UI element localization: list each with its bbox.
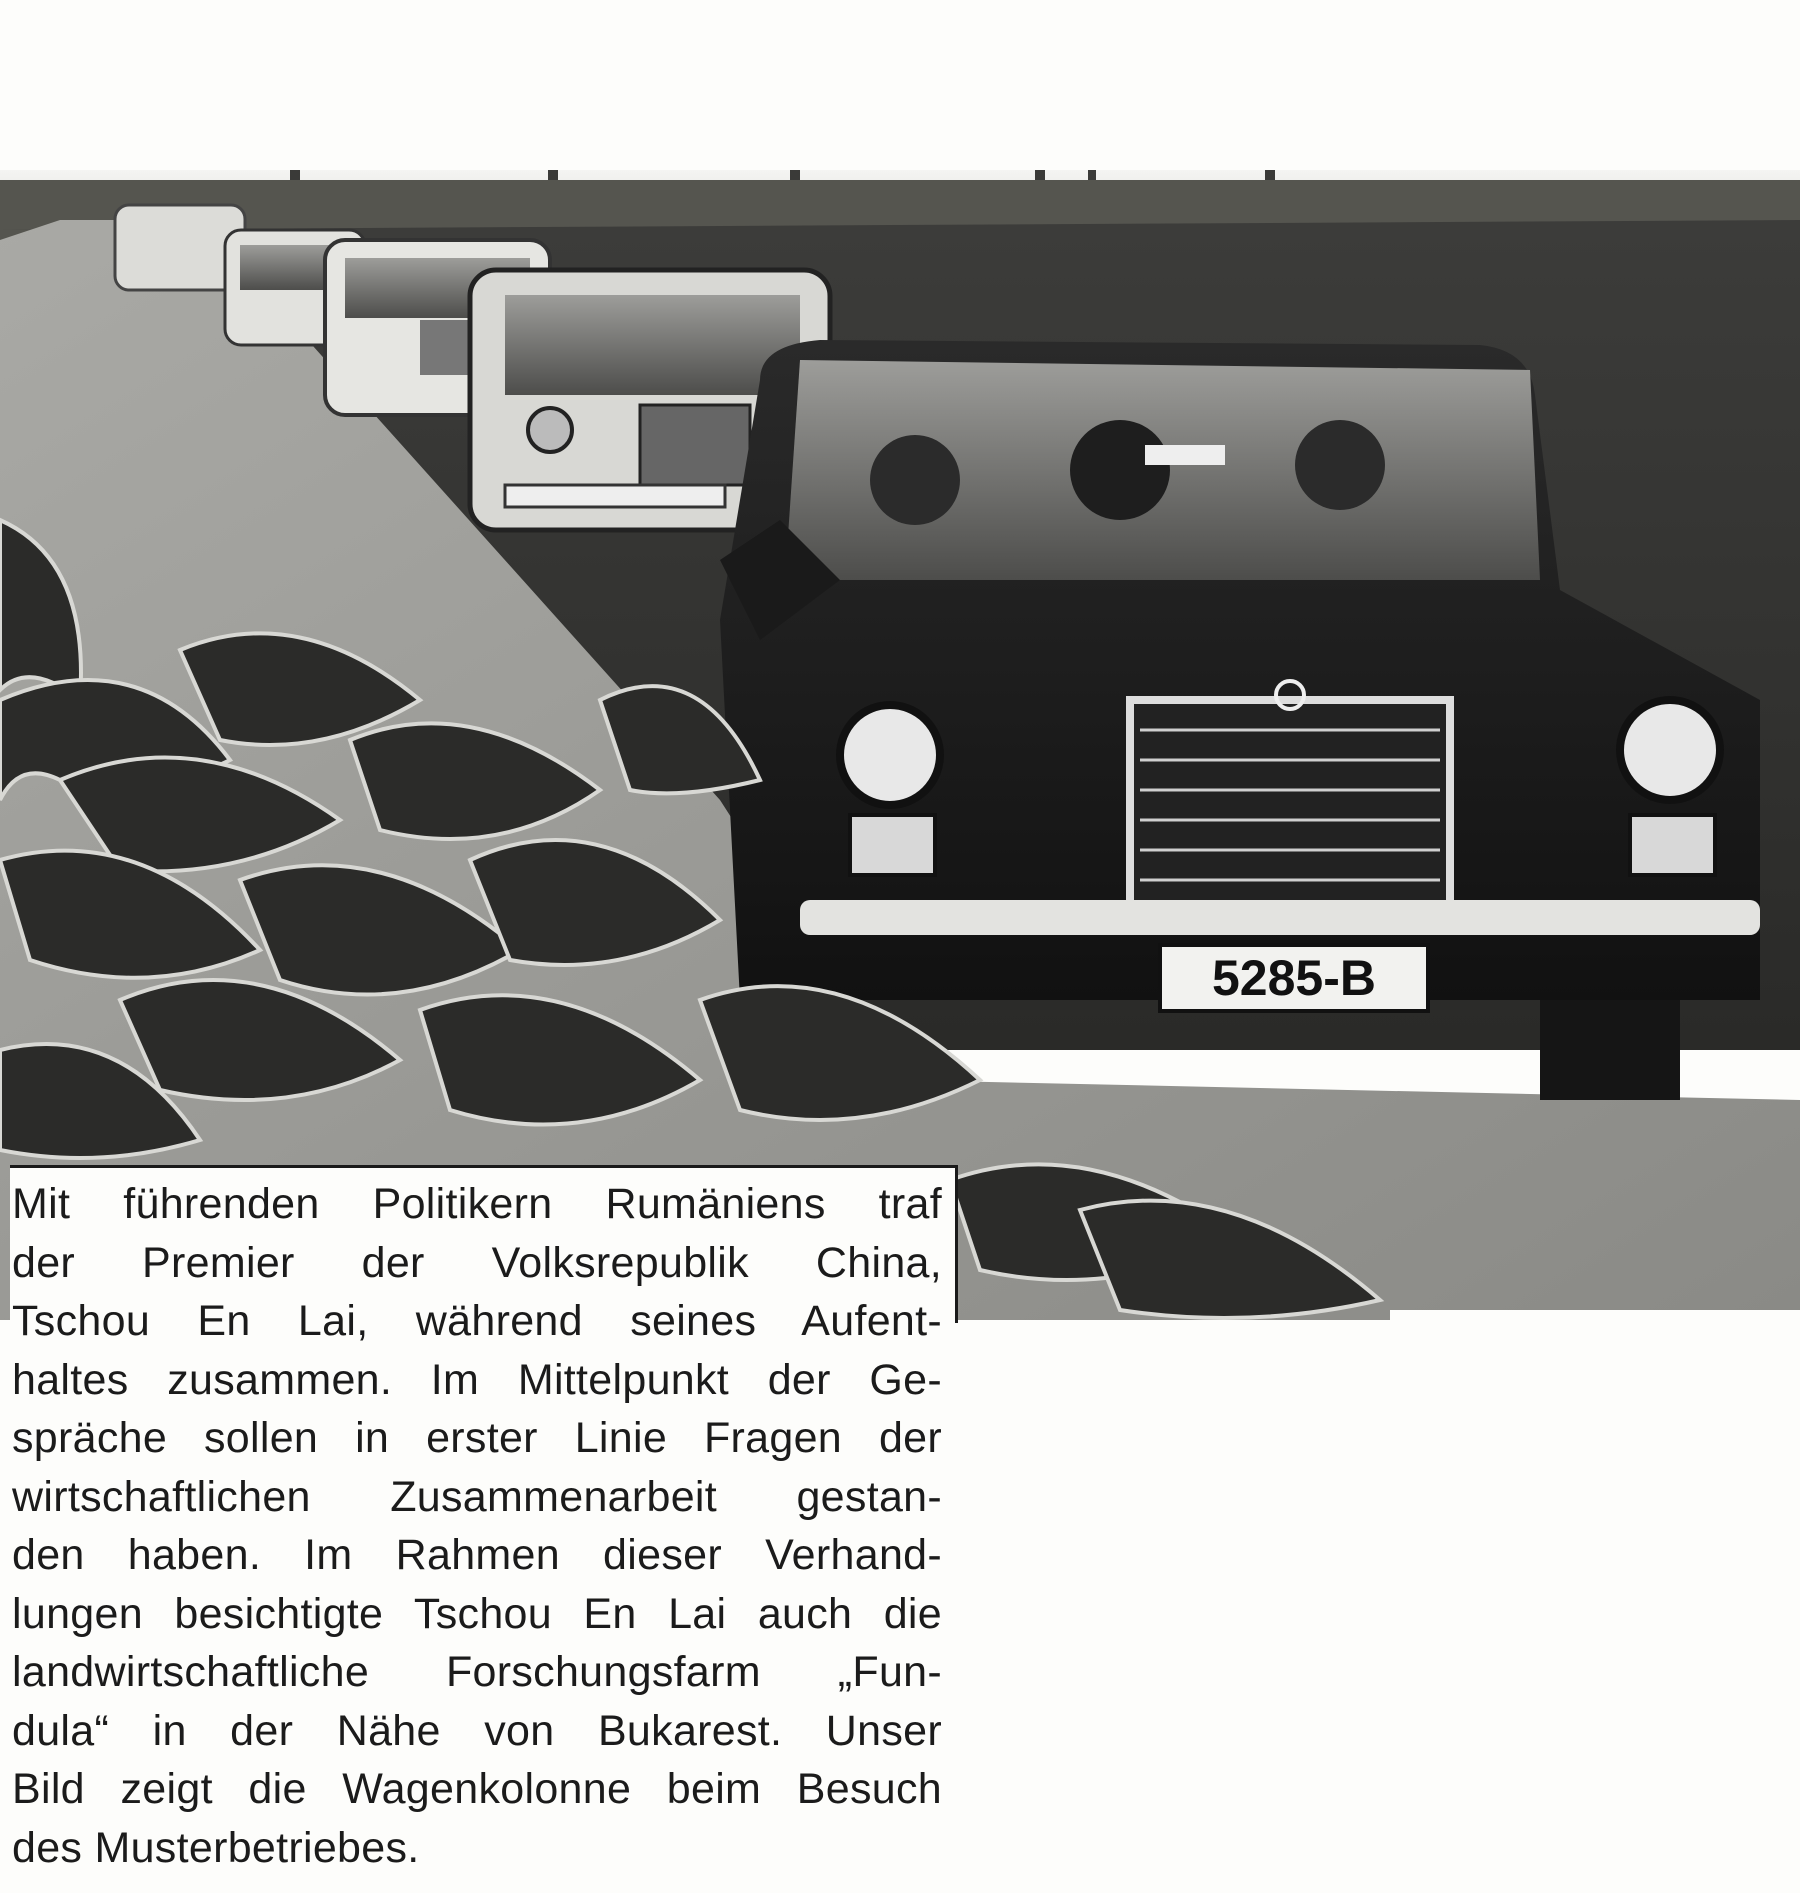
caption-line: Bild zeigt die Wagenkolonne beim Besuch	[12, 1765, 942, 1813]
photo-caption	[12, 1175, 942, 1877]
license-plate	[1160, 945, 1428, 1011]
caption-line: Mit führenden Politikern Rumäniens traf	[12, 1180, 942, 1228]
caption-line: Tschou En Lai, während seines Aufent-	[12, 1297, 942, 1345]
caption-line: spräche sollen in erster Linie Fragen der	[12, 1414, 942, 1462]
caption-line: der Premier der Volksrepublik China,	[12, 1238, 942, 1287]
caption-line: wirtschaftlichen Zusammenarbeit gestan-	[12, 1472, 942, 1521]
caption-line: dula“ in der Nähe von Bukarest. Unser	[12, 1706, 942, 1755]
caption-line: des Musterbetriebes.	[12, 1823, 420, 1872]
license-plate-text: 5285-B	[1212, 950, 1376, 1006]
caption-line: lungen besichtigte Tschou En Lai auch die	[12, 1589, 942, 1638]
caption-line: haltes zusammen. Im Mittelpunkt der Ge-	[12, 1355, 942, 1404]
caption-line: den haben. Im Rahmen dieser Verhand-	[12, 1531, 942, 1579]
motorcade-photo	[0, 170, 1800, 1320]
caption-line: landwirtschaftliche Forschungsfarm „Fun-	[12, 1648, 942, 1696]
